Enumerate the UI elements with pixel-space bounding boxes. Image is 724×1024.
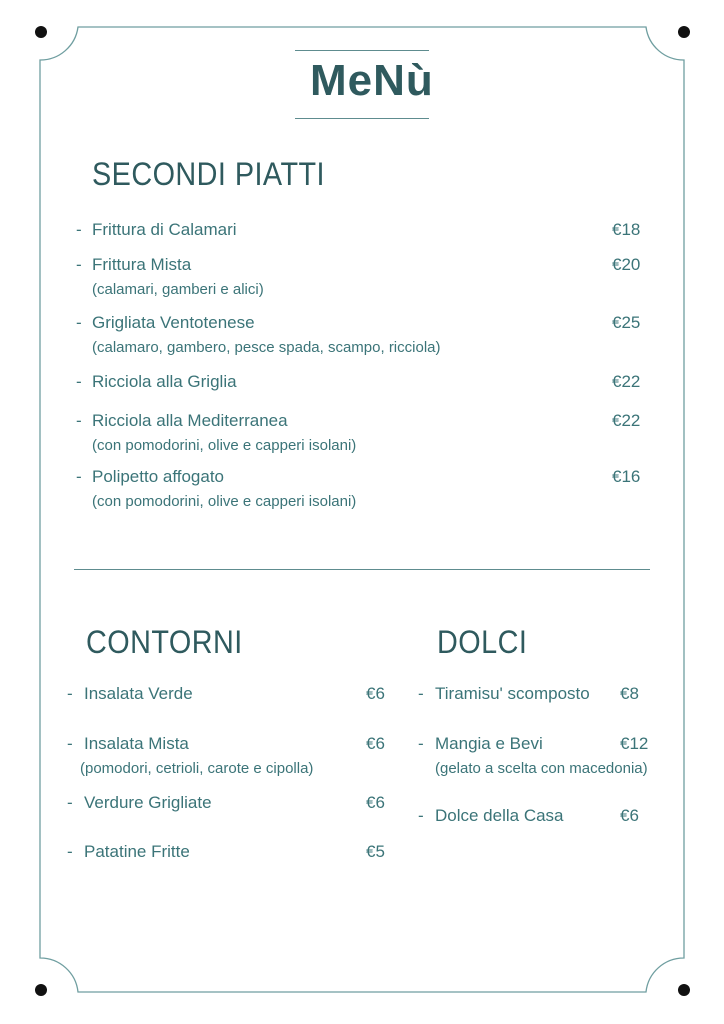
bullet-dash: - (76, 411, 82, 430)
bullet-dash: - (76, 313, 82, 332)
corner-dot (678, 984, 690, 996)
menu-item-price: €16 (612, 467, 641, 486)
menu-item-name: Insalata Mista (84, 734, 189, 753)
menu-item-price: €6 (366, 734, 385, 753)
bullet-dash: - (67, 684, 73, 703)
menu-item-name: Tiramisu' scomposto (435, 684, 590, 703)
menu-item-description: (calamari, gamberi e alici) (92, 281, 264, 298)
menu-item-price: €18 (612, 220, 641, 239)
menu-item-name: Polipetto affogato (92, 467, 225, 486)
section-divider (74, 569, 650, 570)
menu-item-description: (pomodori, cetrioli, carote e cipolla) (80, 760, 314, 777)
menu-item-price: €6 (366, 793, 385, 812)
menu-item-name: Insalata Verde (84, 684, 193, 703)
bullet-dash: - (76, 467, 82, 486)
section-heading-dolci: DOLCI (437, 624, 528, 660)
bullet-dash: - (76, 372, 82, 391)
bullet-dash: - (76, 220, 82, 239)
corner-dot (35, 984, 47, 996)
menu-title: MeNù (310, 56, 434, 105)
menu-item-name: Verdure Grigliate (84, 793, 212, 812)
menu-item-name: Ricciola alla Griglia (92, 372, 237, 391)
title-rule-top (295, 50, 429, 51)
corner-dot (35, 26, 47, 38)
menu-item-name: Frittura di Calamari (92, 220, 237, 239)
corner-dot (678, 26, 690, 38)
menu-item-name: Frittura Mista (92, 255, 192, 274)
menu-item-price: €22 (612, 372, 641, 391)
title-rule-bottom (295, 118, 429, 119)
bullet-dash: - (67, 842, 73, 861)
bullet-dash: - (418, 684, 424, 703)
menu-item-description: (con pomodorini, olive e capperi isolani) (92, 437, 357, 454)
menu-item-name: Ricciola alla Mediterranea (92, 411, 288, 430)
menu-item-name: Grigliata Ventotenese (92, 313, 255, 332)
menu-item-price: €6 (620, 806, 639, 825)
section-heading-contorni: CONTORNI (86, 624, 243, 660)
bullet-dash: - (67, 793, 73, 812)
menu-item-price: €8 (620, 684, 639, 703)
section-heading-secondi: SECONDI PIATTI (92, 156, 325, 192)
bullet-dash: - (418, 806, 424, 825)
menu-item-name: Mangia e Bevi (435, 734, 543, 753)
menu-item-description: (gelato a scelta con macedonia) (435, 760, 648, 777)
menu-item-price: €12 (620, 734, 649, 753)
menu-item-name: Patatine Fritte (84, 842, 190, 861)
menu-item-name: Dolce della Casa (435, 806, 564, 825)
menu-item-price: €20 (612, 255, 641, 274)
bullet-dash: - (76, 255, 82, 274)
bullet-dash: - (418, 734, 424, 753)
menu-item-description: (calamaro, gambero, pesce spada, scampo, ricciola) (92, 339, 441, 356)
menu-item-price: €6 (366, 684, 385, 703)
menu-item-price: €25 (612, 313, 641, 332)
menu-item-price: €22 (612, 411, 641, 430)
menu-item-description: (con pomodorini, olive e capperi isolani) (92, 493, 357, 510)
menu-item-price: €5 (366, 842, 385, 861)
bullet-dash: - (67, 734, 73, 753)
